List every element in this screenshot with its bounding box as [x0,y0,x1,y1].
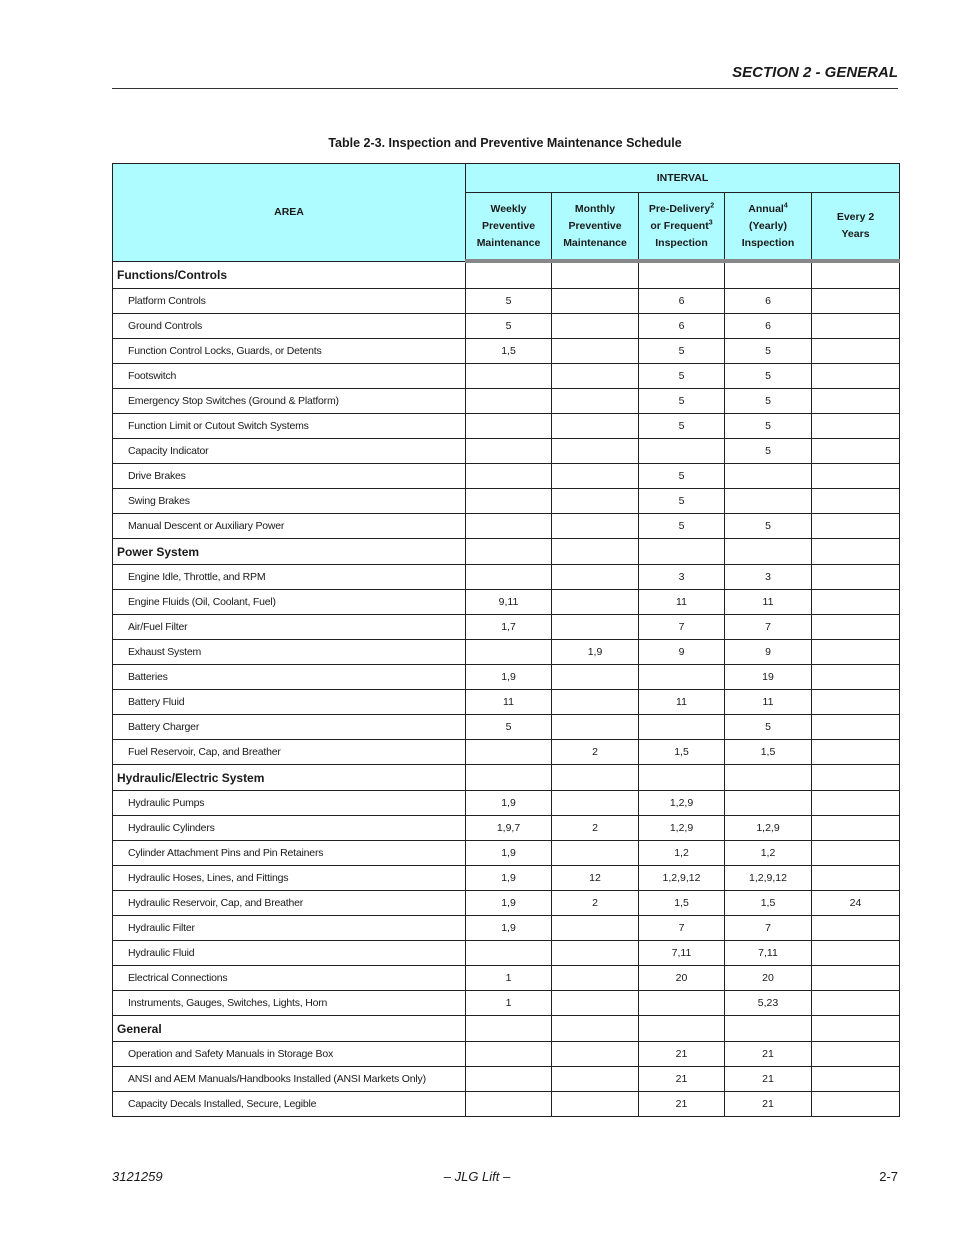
category-row [113,765,900,791]
interval-cell: 24 [812,891,900,916]
area-cell: Emergency Stop Switches (Ground & Platform) [113,389,466,414]
area-cell: Ground Controls [113,314,466,339]
interval-cell [812,339,900,364]
interval-cell [725,464,812,489]
interval-cell: 1,2 [725,841,812,866]
category-row [113,1016,900,1042]
interval-cell [552,489,639,514]
area-cell: Hydraulic Pumps [113,791,466,816]
interval-cell [552,715,639,740]
area-cell: Manual Descent or Auxiliary Power [113,514,466,539]
interval-cell [812,1042,900,1067]
table-row [113,640,900,665]
area-cell: Air/Fuel Filter [113,615,466,640]
page-number: 2-7 [879,1169,898,1184]
area-cell: ANSI and AEM Manuals/Handbooks Installed (ANSI Markets Only) [113,1067,466,1092]
table-row [113,816,900,841]
interval-cell: 1,9,7 [466,816,552,841]
interval-cell: 21 [639,1067,725,1092]
table-row [113,615,900,640]
interval-cell: 5 [725,715,812,740]
empty-cell [639,1016,725,1042]
interval-cell [466,439,552,464]
interval-cell: 1,7 [466,615,552,640]
interval-cell [466,414,552,439]
column-header-annual: Annual$^4$ (Yearly) Inspection [725,193,812,262]
interval-cell [552,389,639,414]
area-cell: Platform Controls [113,289,466,314]
interval-cell: 6 [639,289,725,314]
empty-cell [812,261,900,289]
table-row [113,414,900,439]
interval-cell [466,489,552,514]
empty-cell [639,539,725,565]
interval-cell [812,1092,900,1117]
table-row [113,665,900,690]
area-cell: Fuel Reservoir, Cap, and Breather [113,740,466,765]
interval-cell: 5 [639,489,725,514]
interval-cell [552,289,639,314]
interval-cell [552,314,639,339]
interval-cell [812,565,900,590]
interval-cell [812,791,900,816]
table-row [113,514,900,539]
interval-cell: 9 [639,640,725,665]
empty-cell [812,1016,900,1042]
table-row [113,740,900,765]
table-row [113,364,900,389]
empty-cell [725,539,812,565]
table-row [113,841,900,866]
interval-cell [812,941,900,966]
interval-cell: 7,11 [725,941,812,966]
interval-cell [552,941,639,966]
interval-cell [812,740,900,765]
interval-cell: 1,2,9 [639,791,725,816]
interval-cell: 19 [725,665,812,690]
table-row [113,590,900,615]
empty-cell [552,261,639,289]
interval-header: INTERVAL [466,164,900,193]
interval-cell [812,489,900,514]
interval-cell [639,715,725,740]
empty-cell [466,765,552,791]
interval-cell: 7 [725,615,812,640]
interval-cell [639,439,725,464]
interval-cell: 3 [725,565,812,590]
interval-cell [812,314,900,339]
category-name: Hydraulic/Electric System [113,765,466,791]
interval-cell: 1,2,9,12 [639,866,725,891]
interval-cell: 5 [725,389,812,414]
interval-cell [466,941,552,966]
table-row [113,464,900,489]
table-row [113,941,900,966]
interval-cell [552,590,639,615]
area-cell: Swing Brakes [113,489,466,514]
interval-cell: 3 [639,565,725,590]
interval-cell: 21 [725,1067,812,1092]
empty-cell [552,1016,639,1042]
interval-cell [812,991,900,1016]
interval-cell: 1,5 [725,740,812,765]
interval-cell: 7 [639,916,725,941]
table-row [113,339,900,364]
interval-cell [812,841,900,866]
interval-cell [552,916,639,941]
interval-cell [812,464,900,489]
interval-cell [552,565,639,590]
interval-cell: 5 [725,439,812,464]
interval-cell [812,289,900,314]
schedule-body [113,261,900,1117]
interval-cell: 1,2,9 [725,816,812,841]
interval-cell: 5 [639,514,725,539]
category-name: General [113,1016,466,1042]
interval-cell [812,966,900,991]
interval-cell: 1,5 [466,339,552,364]
footer-brand: – JLG Lift – [443,1169,511,1184]
interval-cell: 1,5 [639,740,725,765]
interval-cell: 6 [639,314,725,339]
interval-cell: 6 [725,314,812,339]
column-header-pre-delivery: Pre-Delivery$^2$ or Frequent$^3$ Inspection [639,193,725,262]
area-cell: Electrical Connections [113,966,466,991]
empty-cell [552,539,639,565]
interval-cell [466,1042,552,1067]
table-row [113,916,900,941]
table-row [113,489,900,514]
empty-cell [725,1016,812,1042]
interval-cell [552,991,639,1016]
table-row [113,1042,900,1067]
empty-cell [725,765,812,791]
table-row [113,991,900,1016]
interval-cell: 5,23 [725,991,812,1016]
interval-cell [725,489,812,514]
interval-cell: 1,2,9 [639,816,725,841]
interval-cell: 1,2 [639,841,725,866]
interval-cell [552,1067,639,1092]
interval-cell: 11 [639,690,725,715]
column-header-every-2-years: Every 2 Years [812,193,900,262]
interval-cell: 21 [639,1042,725,1067]
interval-cell: 1,9 [466,916,552,941]
interval-cell [812,640,900,665]
interval-cell [812,615,900,640]
empty-cell [466,1016,552,1042]
interval-cell: 2 [552,740,639,765]
interval-cell [812,715,900,740]
area-cell: Hydraulic Hoses, Lines, and Fittings [113,866,466,891]
empty-cell [552,765,639,791]
area-cell: Instruments, Gauges, Switches, Lights, Horn [113,991,466,1016]
area-cell: Hydraulic Reservoir, Cap, and Breather [113,891,466,916]
interval-cell: 5 [639,364,725,389]
interval-cell [639,991,725,1016]
category-row [113,261,900,289]
interval-cell: 7,11 [639,941,725,966]
interval-cell [466,740,552,765]
interval-cell [812,590,900,615]
interval-cell: 5 [466,314,552,339]
interval-cell: 2 [552,891,639,916]
interval-cell: 12 [552,866,639,891]
area-cell: Batteries [113,665,466,690]
maintenance-schedule-table [112,163,900,1117]
interval-cell: 5 [725,339,812,364]
table-title: Table 2-3. Inspection and Preventive Maintenance Schedule [328,136,682,150]
interval-cell: 1,5 [725,891,812,916]
interval-cell: 1,9 [466,891,552,916]
area-cell: Hydraulic Filter [113,916,466,941]
area-cell: Capacity Decals Installed, Secure, Legible [113,1092,466,1117]
interval-cell: 9,11 [466,590,552,615]
interval-cell: 5 [466,715,552,740]
interval-cell [552,439,639,464]
table-row [113,389,900,414]
table-row [113,690,900,715]
area-cell: Function Control Locks, Guards, or Detents [113,339,466,364]
category-name: Power System [113,539,466,565]
interval-cell: 1,9 [466,791,552,816]
area-header: AREA [113,164,466,262]
area-cell: Function Limit or Cutout Switch Systems [113,414,466,439]
empty-cell [639,765,725,791]
interval-cell [812,816,900,841]
interval-cell: 21 [725,1042,812,1067]
interval-cell [552,791,639,816]
interval-cell [812,514,900,539]
column-header-weekly: Weekly Preventive Maintenance [466,193,552,262]
empty-cell [466,261,552,289]
table-row [113,866,900,891]
interval-cell: 11 [639,590,725,615]
interval-cell [466,565,552,590]
table-row [113,1067,900,1092]
interval-cell [812,866,900,891]
interval-cell [466,1092,552,1117]
interval-cell [725,791,812,816]
interval-cell [812,690,900,715]
interval-cell: 5 [639,339,725,364]
interval-cell: 11 [725,590,812,615]
area-cell: Drive Brakes [113,464,466,489]
interval-cell [552,414,639,439]
empty-cell [812,765,900,791]
interval-cell [552,364,639,389]
area-cell: Footswitch [113,364,466,389]
interval-cell: 20 [639,966,725,991]
area-cell: Engine Idle, Throttle, and RPM [113,565,466,590]
interval-cell [812,916,900,941]
interval-cell [552,1092,639,1117]
interval-cell: 6 [725,289,812,314]
interval-cell: 7 [639,615,725,640]
interval-cell: 5 [639,414,725,439]
table-row [113,565,900,590]
table-row [113,891,900,916]
interval-cell: 1,5 [639,891,725,916]
interval-cell [466,1067,552,1092]
empty-cell [725,261,812,289]
interval-cell [639,665,725,690]
table-row [113,439,900,464]
interval-cell: 5 [725,364,812,389]
interval-cell [552,464,639,489]
interval-cell: 20 [725,966,812,991]
interval-cell: 1,9 [466,665,552,690]
area-cell: Exhaust System [113,640,466,665]
interval-cell: 1,9 [552,640,639,665]
interval-cell [466,640,552,665]
area-cell: Hydraulic Fluid [113,941,466,966]
interval-cell [812,1067,900,1092]
interval-cell [812,439,900,464]
interval-cell: 21 [639,1092,725,1117]
interval-cell [812,389,900,414]
interval-cell [552,1042,639,1067]
table-row [113,791,900,816]
area-cell: Operation and Safety Manuals in Storage Box [113,1042,466,1067]
interval-cell: 5 [639,464,725,489]
area-cell: Hydraulic Cylinders [113,816,466,841]
interval-cell: 5 [639,389,725,414]
table-row [113,966,900,991]
section-header: SECTION 2 - GENERAL [732,64,898,81]
interval-cell: 21 [725,1092,812,1117]
interval-cell: 1,9 [466,841,552,866]
area-cell: Cylinder Attachment Pins and Pin Retainers [113,841,466,866]
interval-cell [466,514,552,539]
interval-cell [466,389,552,414]
table-row [113,1092,900,1117]
category-row [113,539,900,565]
interval-cell: 1,9 [466,866,552,891]
table-row [113,314,900,339]
interval-cell [552,966,639,991]
interval-cell: 5 [725,414,812,439]
interval-cell: 1,2,9,12 [725,866,812,891]
interval-cell: 5 [725,514,812,539]
column-header-monthly: Monthly Preventive Maintenance [552,193,639,262]
interval-cell [466,364,552,389]
area-cell: Battery Fluid [113,690,466,715]
interval-cell [812,414,900,439]
interval-cell [552,514,639,539]
table-row [113,715,900,740]
interval-cell: 11 [466,690,552,715]
area-cell: Battery Charger [113,715,466,740]
interval-cell: 9 [725,640,812,665]
interval-cell [552,690,639,715]
empty-cell [639,261,725,289]
empty-cell [812,539,900,565]
interval-cell: 2 [552,816,639,841]
interval-cell [552,841,639,866]
interval-cell [552,665,639,690]
header-rule [112,88,898,89]
interval-cell [552,615,639,640]
interval-cell [466,464,552,489]
interval-cell: 1 [466,991,552,1016]
empty-cell [466,539,552,565]
doc-number: 3121259 [112,1169,163,1184]
interval-cell: 7 [725,916,812,941]
interval-cell: 1 [466,966,552,991]
area-cell: Engine Fluids (Oil, Coolant, Fuel) [113,590,466,615]
category-name: Functions/Controls [113,261,466,289]
table-row [113,289,900,314]
area-cell: Capacity Indicator [113,439,466,464]
interval-cell [812,364,900,389]
interval-cell: 11 [725,690,812,715]
interval-cell [552,339,639,364]
interval-cell: 5 [466,289,552,314]
interval-cell [812,665,900,690]
